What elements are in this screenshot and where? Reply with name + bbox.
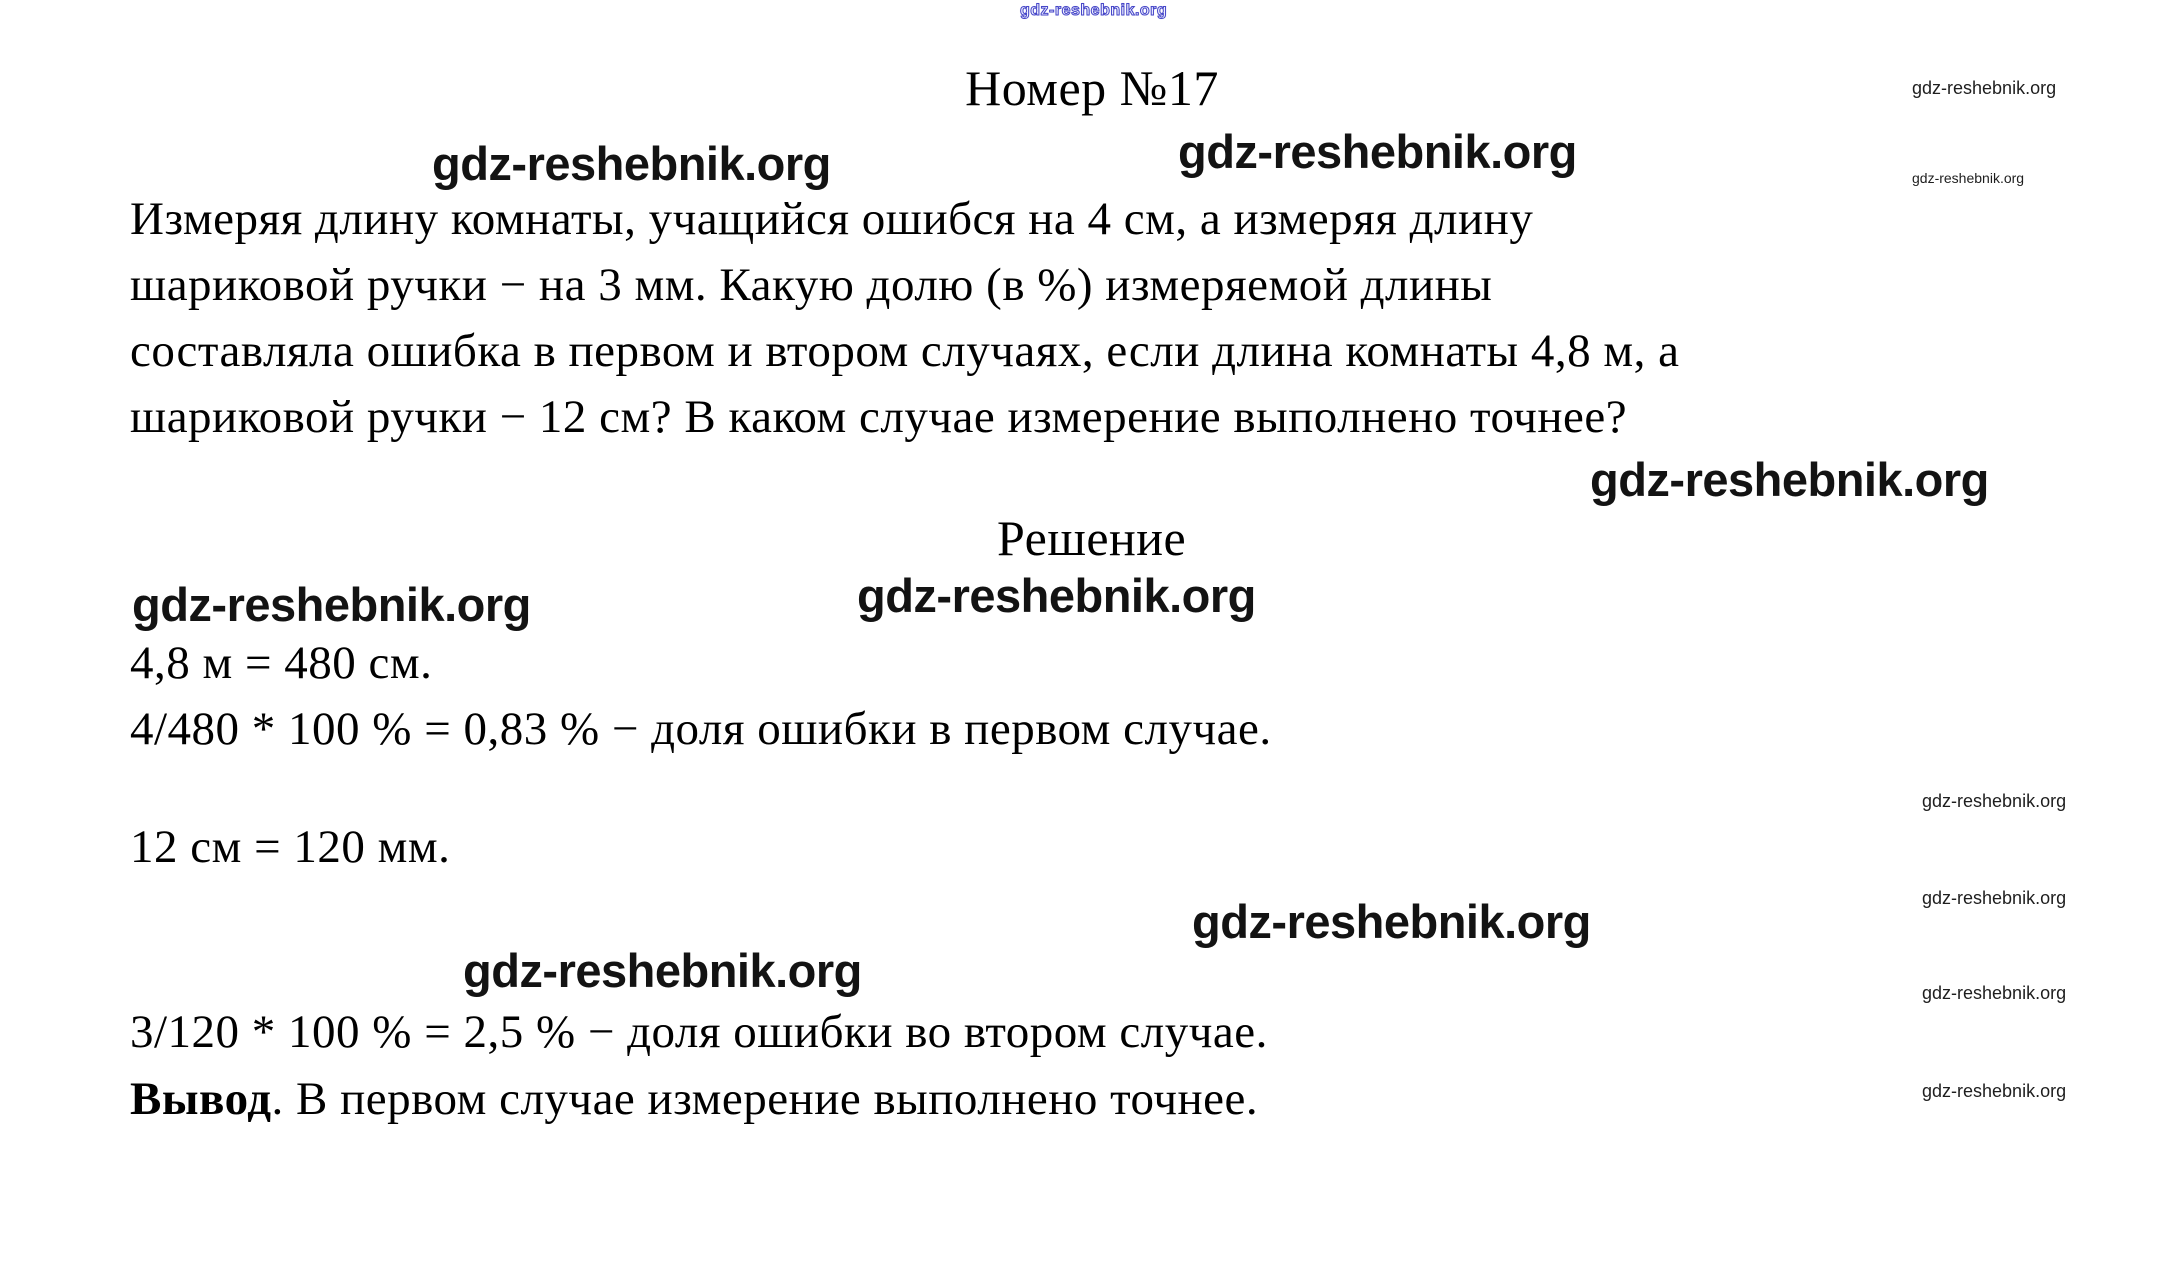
conclusion-label: Вывод [130, 1073, 272, 1125]
watermark-big-6: gdz-reshebnik.org [1192, 895, 1591, 948]
watermark-small-3: gdz-reshebnik.org [1922, 791, 2067, 811]
problem-statement [130, 186, 1679, 450]
watermark-small-1: gdz-reshebnik.org [1912, 78, 2057, 98]
solution-line-4: 3/120 * 100 % = 2,5 % − доля ошибки во втором случае. [130, 1006, 1268, 1058]
page-title: Номер №17 [965, 60, 1219, 116]
watermark-small-6: gdz-reshebnik.org [1922, 1081, 2067, 1101]
conclusion-text: . В первом случае измерение выполнено точнее. [271, 1073, 1259, 1125]
watermark-outline-top: gdz-reshebnik.org [1020, 2, 1168, 19]
watermark-big-4: gdz-reshebnik.org [857, 569, 1256, 622]
solution-heading: Решение [997, 510, 1187, 566]
solution-line-3: 12 см = 120 мм. [130, 821, 451, 873]
solution-line-2: 4/480 * 100 % = 0,83 % − доля ошибки в первом случае. [130, 703, 1272, 755]
conclusion-line [130, 1072, 1258, 1126]
watermark-small-2: gdz-reshebnik.org [1912, 170, 2025, 186]
watermark-big-3: gdz-reshebnik.org [1590, 453, 1989, 506]
solution-line-1: 4,8 м = 480 см. [130, 637, 433, 689]
watermark-big-1: gdz-reshebnik.org [432, 137, 831, 190]
watermark-small-4: gdz-reshebnik.org [1922, 888, 2067, 908]
problem-line-1: Измеряя длину комнаты, учащийся ошибся на 4 см, а измеряя длину [130, 193, 1534, 245]
watermark-big-7: gdz-reshebnik.org [463, 944, 862, 997]
watermark-big-5: gdz-reshebnik.org [132, 578, 531, 631]
problem-line-2: шариковой ручки − на 3 мм. Какую долю (в %) измеряемой длины [130, 259, 1493, 311]
problem-line-4: шариковой ручки − 12 см? В каком случае измерение выполнено точнее? [130, 391, 1628, 443]
watermark-small-5: gdz-reshebnik.org [1922, 983, 2067, 1003]
watermark-big-2: gdz-reshebnik.org [1178, 125, 1577, 178]
problem-line-3: составляла ошибка в первом и втором случаях, если длина комнаты 4,8 м, а [130, 325, 1680, 377]
